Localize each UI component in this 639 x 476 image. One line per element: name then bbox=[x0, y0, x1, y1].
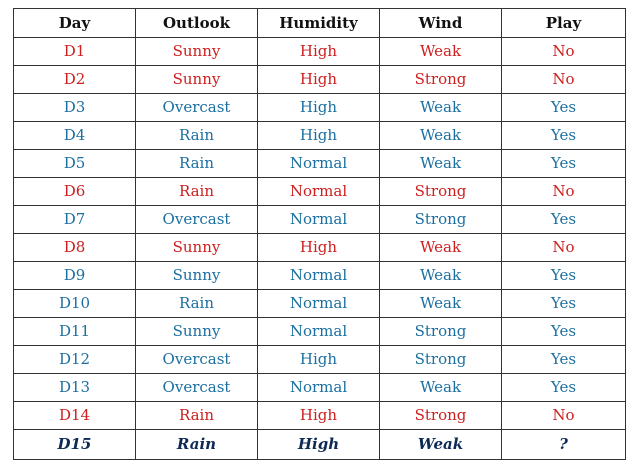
table-row bbox=[14, 262, 626, 290]
cell-play: Yes bbox=[502, 122, 626, 150]
cell-outlook: Rain bbox=[136, 122, 258, 150]
cell-wind: Strong bbox=[380, 318, 502, 346]
header-row bbox=[14, 9, 626, 38]
cell-wind: Strong bbox=[380, 402, 502, 430]
cell-wind: Weak bbox=[380, 430, 502, 460]
cell-day: D8 bbox=[14, 234, 136, 262]
play-tennis-table bbox=[13, 8, 626, 460]
cell-outlook: Sunny bbox=[136, 66, 258, 94]
cell-day: D14 bbox=[14, 402, 136, 430]
cell-outlook: Overcast bbox=[136, 206, 258, 234]
cell-day: D5 bbox=[14, 150, 136, 178]
table-row bbox=[14, 178, 626, 206]
table-row bbox=[14, 66, 626, 94]
cell-outlook: Rain bbox=[136, 430, 258, 460]
cell-wind: Weak bbox=[380, 38, 502, 66]
table-row bbox=[14, 290, 626, 318]
cell-humidity: Normal bbox=[258, 150, 380, 178]
cell-day: D6 bbox=[14, 178, 136, 206]
cell-play: No bbox=[502, 178, 626, 206]
header-day: Day bbox=[14, 9, 136, 38]
cell-humidity: High bbox=[258, 430, 380, 460]
cell-play: Yes bbox=[502, 150, 626, 178]
table-row bbox=[14, 122, 626, 150]
header-play: Play bbox=[502, 9, 626, 38]
header-wind: Wind bbox=[380, 9, 502, 38]
table-row bbox=[14, 150, 626, 178]
table-row bbox=[14, 318, 626, 346]
cell-day: D1 bbox=[14, 38, 136, 66]
cell-humidity: High bbox=[258, 94, 380, 122]
cell-wind: Weak bbox=[380, 290, 502, 318]
header-humidity: Humidity bbox=[258, 9, 380, 38]
cell-outlook: Overcast bbox=[136, 346, 258, 374]
cell-outlook: Overcast bbox=[136, 374, 258, 402]
cell-outlook: Sunny bbox=[136, 262, 258, 290]
table-body bbox=[14, 38, 626, 460]
cell-humidity: Normal bbox=[258, 290, 380, 318]
table-row bbox=[14, 346, 626, 374]
table-row bbox=[14, 402, 626, 430]
cell-humidity: High bbox=[258, 402, 380, 430]
cell-play: Yes bbox=[502, 346, 626, 374]
table-row bbox=[14, 374, 626, 402]
table-row bbox=[14, 38, 626, 66]
cell-wind: Weak bbox=[380, 234, 502, 262]
cell-play: Yes bbox=[502, 374, 626, 402]
cell-day: D15 bbox=[14, 430, 136, 460]
cell-wind: Strong bbox=[380, 346, 502, 374]
cell-humidity: Normal bbox=[258, 374, 380, 402]
cell-outlook: Overcast bbox=[136, 94, 258, 122]
cell-humidity: High bbox=[258, 346, 380, 374]
cell-day: D3 bbox=[14, 94, 136, 122]
cell-wind: Weak bbox=[380, 262, 502, 290]
cell-wind: Weak bbox=[380, 94, 502, 122]
cell-wind: Strong bbox=[380, 66, 502, 94]
cell-play: No bbox=[502, 38, 626, 66]
cell-outlook: Rain bbox=[136, 150, 258, 178]
cell-play: ? bbox=[502, 430, 626, 460]
table-row bbox=[14, 206, 626, 234]
cell-day: D2 bbox=[14, 66, 136, 94]
cell-day: D7 bbox=[14, 206, 136, 234]
cell-play: Yes bbox=[502, 262, 626, 290]
cell-play: No bbox=[502, 66, 626, 94]
cell-outlook: Sunny bbox=[136, 38, 258, 66]
cell-outlook: Rain bbox=[136, 402, 258, 430]
cell-humidity: High bbox=[258, 66, 380, 94]
query-row bbox=[14, 430, 626, 460]
cell-play: No bbox=[502, 402, 626, 430]
cell-day: D13 bbox=[14, 374, 136, 402]
cell-play: Yes bbox=[502, 206, 626, 234]
cell-humidity: High bbox=[258, 122, 380, 150]
cell-wind: Weak bbox=[380, 122, 502, 150]
cell-wind: Strong bbox=[380, 178, 502, 206]
cell-play: Yes bbox=[502, 290, 626, 318]
cell-play: No bbox=[502, 234, 626, 262]
cell-humidity: Normal bbox=[258, 318, 380, 346]
cell-day: D10 bbox=[14, 290, 136, 318]
table-row bbox=[14, 234, 626, 262]
table-row bbox=[14, 94, 626, 122]
cell-humidity: High bbox=[258, 38, 380, 66]
cell-outlook: Rain bbox=[136, 178, 258, 206]
cell-play: Yes bbox=[502, 318, 626, 346]
cell-day: D9 bbox=[14, 262, 136, 290]
cell-play: Yes bbox=[502, 94, 626, 122]
header-outlook: Outlook bbox=[136, 9, 258, 38]
cell-day: D11 bbox=[14, 318, 136, 346]
cell-humidity: High bbox=[258, 234, 380, 262]
cell-wind: Strong bbox=[380, 206, 502, 234]
cell-wind: Weak bbox=[380, 150, 502, 178]
cell-humidity: Normal bbox=[258, 206, 380, 234]
cell-humidity: Normal bbox=[258, 262, 380, 290]
cell-outlook: Sunny bbox=[136, 318, 258, 346]
cell-outlook: Sunny bbox=[136, 234, 258, 262]
cell-humidity: Normal bbox=[258, 178, 380, 206]
cell-day: D4 bbox=[14, 122, 136, 150]
cell-day: D12 bbox=[14, 346, 136, 374]
cell-wind: Weak bbox=[380, 374, 502, 402]
cell-outlook: Rain bbox=[136, 290, 258, 318]
